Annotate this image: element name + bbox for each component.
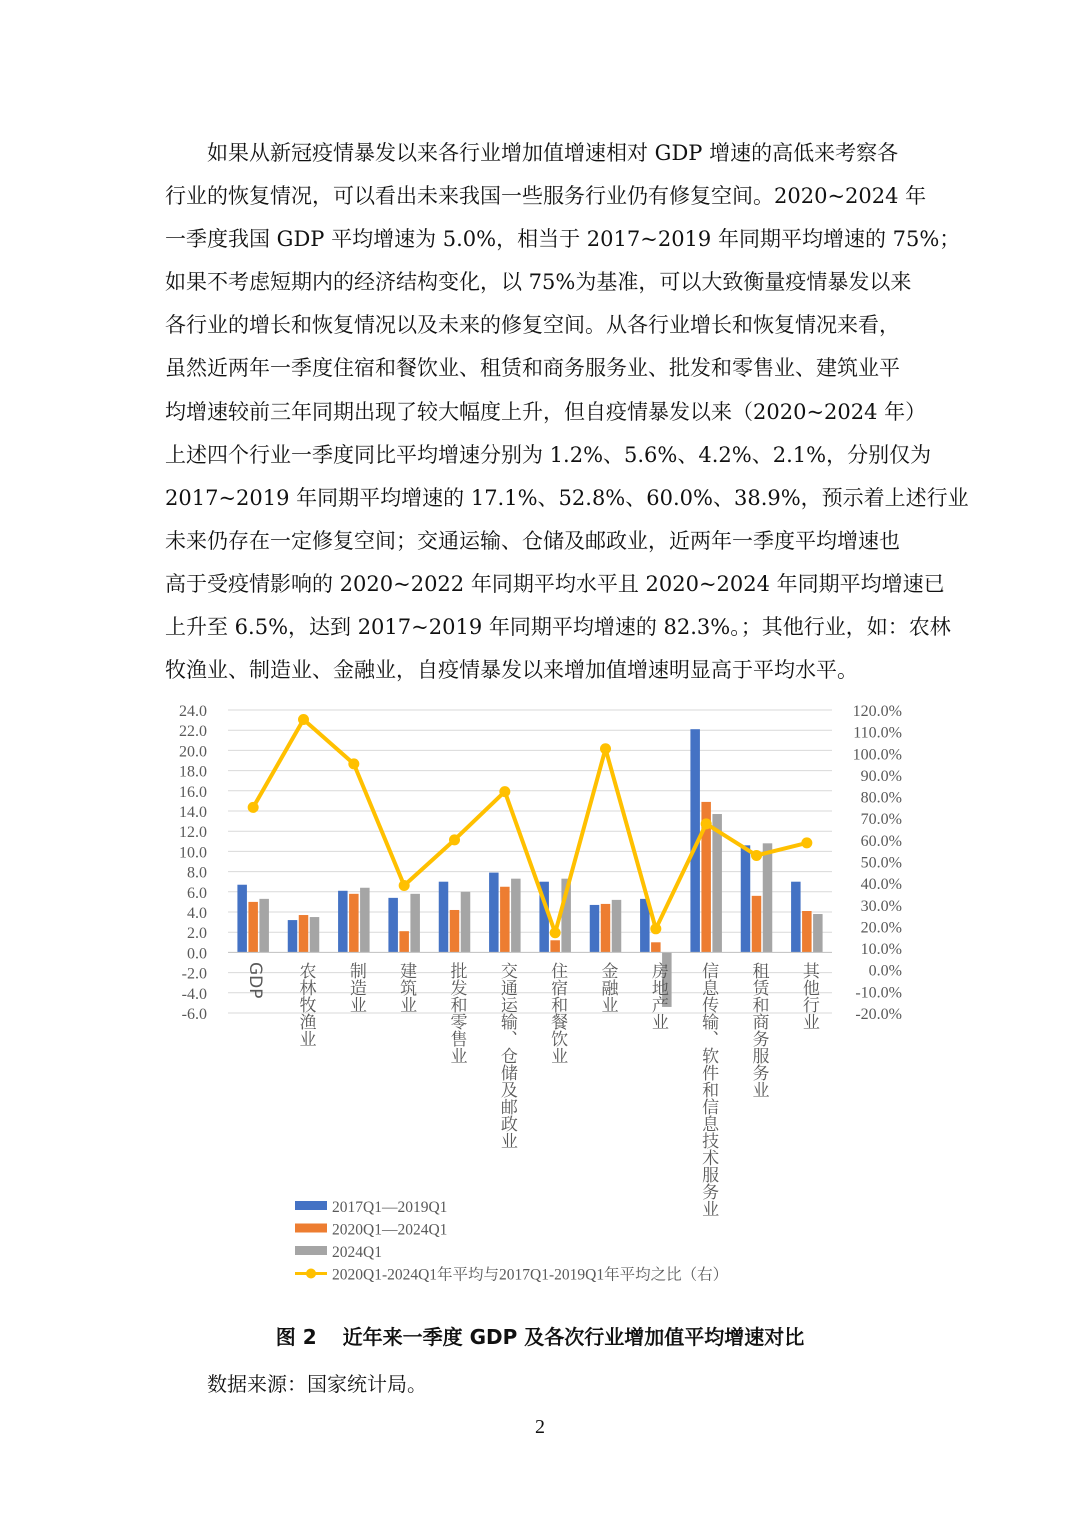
category-label: GDP: [245, 962, 266, 999]
bar: [360, 888, 370, 953]
category-label: 金融业: [597, 962, 618, 1013]
bar: [500, 887, 510, 953]
paragraph-line: 上升至 6.5%，达到 2017~2019 年同期平均增速的 82.3%。；其他行业，如：农林: [165, 615, 951, 640]
bar: [601, 904, 611, 952]
right-tick-label: 50.0%: [860, 854, 902, 872]
ratio-point: [298, 714, 309, 725]
left-tick-label: 2.0: [187, 925, 207, 943]
category-labels: [245, 961, 819, 1217]
ratio-point: [248, 802, 259, 813]
paragraph-line: 一季度我国 GDP 平均增速为 5.0%，相当于 2017~2019 年同期平均增速的 75%；: [165, 227, 961, 252]
bar: [299, 915, 309, 952]
bar: [248, 902, 258, 953]
paragraph-line: 2017~2019 年同期平均增速的 17.1%、52.8%、60.0%、38.9%，预示着上述行业: [165, 485, 969, 510]
ratio-line-series: [248, 714, 813, 938]
right-tick-label: 60.0%: [860, 832, 902, 850]
right-axis-ticks: [853, 703, 902, 1023]
ratio-point: [751, 850, 762, 861]
bar: [489, 873, 499, 953]
right-tick-label: 100.0%: [852, 746, 902, 764]
paragraph-line: 均增速较前三年同期出现了较大幅度上升，但自疫情暴发以来（2020~2024 年）: [165, 399, 927, 424]
left-tick-label: 16.0: [179, 783, 207, 801]
left-tick-label: 18.0: [179, 763, 207, 781]
legend-label: 2024Q1: [332, 1244, 382, 1261]
left-tick-label: 24.0: [179, 703, 207, 720]
ratio-point: [801, 837, 812, 848]
category-label: 制造业: [345, 962, 366, 1013]
left-tick-label: 8.0: [187, 864, 207, 882]
bar: [310, 917, 320, 952]
body-paragraph: [165, 132, 969, 692]
legend-label: 2017Q1—2019Q1: [332, 1199, 448, 1216]
data-source: 数据来源：国家统计局。: [207, 1372, 427, 1396]
bar: [550, 940, 560, 952]
category-label: 房地产业: [647, 962, 668, 1030]
bar: [802, 911, 812, 952]
paragraph-line: 上述四个行业一季度同比平均增速分别为 1.2%、5.6%、4.2%、2.1%，分别仅为: [165, 442, 932, 467]
paragraph-line: 行业的恢复情况，可以看出未来我国一些服务行业仍有修复空间。2020~2024 年: [165, 184, 927, 209]
bar: [752, 896, 762, 953]
paragraph-line: 如果从新冠疫情暴发以来各行业增加值增速相对 GDP 增速的高低来考察各: [207, 141, 899, 165]
ratio-point: [499, 786, 510, 797]
ratio-point: [449, 834, 460, 845]
figure-caption: [0, 1321, 1080, 1350]
right-tick-label: 120.0%: [852, 703, 902, 720]
ratio-point: [701, 818, 712, 829]
legend: [295, 1199, 728, 1284]
bar: [450, 910, 460, 952]
left-tick-label: 0.0: [187, 945, 207, 963]
figure-number: 图 2: [275, 1325, 317, 1349]
bar: [590, 905, 600, 952]
bar: [259, 899, 269, 953]
legend-swatch: [295, 1224, 327, 1233]
left-tick-label: -4.0: [181, 985, 207, 1003]
right-tick-label: 30.0%: [860, 897, 902, 915]
paragraph-line: 虽然近两年一季度住宿和餐饮业、租赁和商务服务业、批发和零售业、建筑业平: [165, 356, 900, 381]
bar: [439, 882, 449, 953]
ratio-point: [600, 743, 611, 754]
gdp-industry-growth-chart: [0, 690, 1080, 1290]
category-label: 信息传输、软件和信息技术服务业: [698, 962, 719, 1217]
ratio-line: [253, 720, 807, 933]
left-tick-label: -6.0: [181, 1006, 207, 1023]
left-axis-ticks: [179, 703, 207, 1023]
right-tick-label: 0.0%: [868, 962, 902, 980]
right-tick-label: 20.0%: [860, 919, 902, 937]
category-label: 建筑业: [396, 962, 417, 1013]
bar: [791, 882, 801, 953]
paragraph-line: 各行业的增长和恢复情况以及未来的修复空间。从各行业增长和恢复情况来看，: [165, 313, 900, 338]
bar: [461, 892, 471, 953]
right-tick-label: 110.0%: [853, 724, 902, 742]
right-tick-label: 90.0%: [860, 767, 902, 785]
bar: [651, 942, 661, 952]
category-label: 其他行业: [798, 962, 819, 1030]
legend-label: 2020Q1-2024Q1年平均与2017Q1-2019Q1年平均之比（右）: [332, 1266, 729, 1284]
bar: [399, 931, 409, 952]
ratio-point: [348, 758, 359, 769]
category-label: 批发和零售业: [446, 962, 467, 1064]
left-tick-label: 10.0: [179, 844, 207, 862]
left-tick-label: 20.0: [179, 743, 207, 761]
ratio-point: [550, 927, 561, 938]
bar: [288, 920, 298, 952]
paragraph-line: 如果不考虑短期内的经济结构变化，以 75%为基准，可以大致衡量疫情暴发以来: [165, 270, 912, 295]
right-tick-label: -10.0%: [855, 984, 902, 1002]
bar: [237, 885, 247, 953]
left-tick-label: 6.0: [187, 884, 207, 902]
category-label: 农林牧渔业: [295, 962, 316, 1047]
left-tick-label: 12.0: [179, 824, 207, 842]
bar: [388, 898, 398, 953]
right-tick-label: 40.0%: [860, 876, 902, 894]
left-tick-label: 22.0: [179, 723, 207, 741]
right-tick-label: 70.0%: [860, 811, 902, 829]
left-tick-label: 14.0: [179, 804, 207, 821]
legend-marker: [306, 1269, 316, 1279]
right-tick-label: -20.0%: [855, 1006, 902, 1023]
ratio-point: [650, 923, 661, 934]
left-tick-label: -2.0: [181, 965, 207, 983]
ratio-point: [399, 880, 410, 891]
bar: [511, 879, 521, 953]
bar: [741, 845, 751, 952]
paragraph-line: 牧渔业、制造业、金融业，自疫情暴发以来增加值增速明显高于平均水平。: [165, 658, 858, 683]
bar: [349, 894, 359, 953]
page-number: 2: [535, 1416, 545, 1438]
category-label: 交通运输、仓储及邮政业: [496, 962, 517, 1149]
bar: [612, 900, 622, 953]
paragraph-line: 高于受疫情影响的 2020~2022 年同期平均水平且 2020~2024 年同期平均增速已: [165, 571, 945, 596]
bar: [763, 843, 773, 952]
legend-label: 2020Q1—2024Q1: [332, 1221, 448, 1239]
bar: [338, 891, 348, 953]
bar: [410, 894, 420, 953]
category-label: 住宿和餐饮业: [547, 962, 568, 1064]
paragraph-line: 未来仍存在一定修复空间；交通运输、仓储及邮政业，近两年一季度平均增速也: [165, 528, 900, 553]
right-tick-label: 80.0%: [860, 789, 902, 807]
category-label: 租赁和商务服务业: [748, 962, 769, 1098]
bar: [813, 914, 823, 952]
legend-swatch: [295, 1246, 327, 1255]
figure-title: 近年来一季度 GDP 及各次行业增加值平均增速对比: [342, 1325, 805, 1349]
left-tick-label: 4.0: [187, 905, 207, 922]
legend-swatch: [295, 1201, 327, 1210]
right-tick-label: 10.0%: [860, 941, 902, 959]
